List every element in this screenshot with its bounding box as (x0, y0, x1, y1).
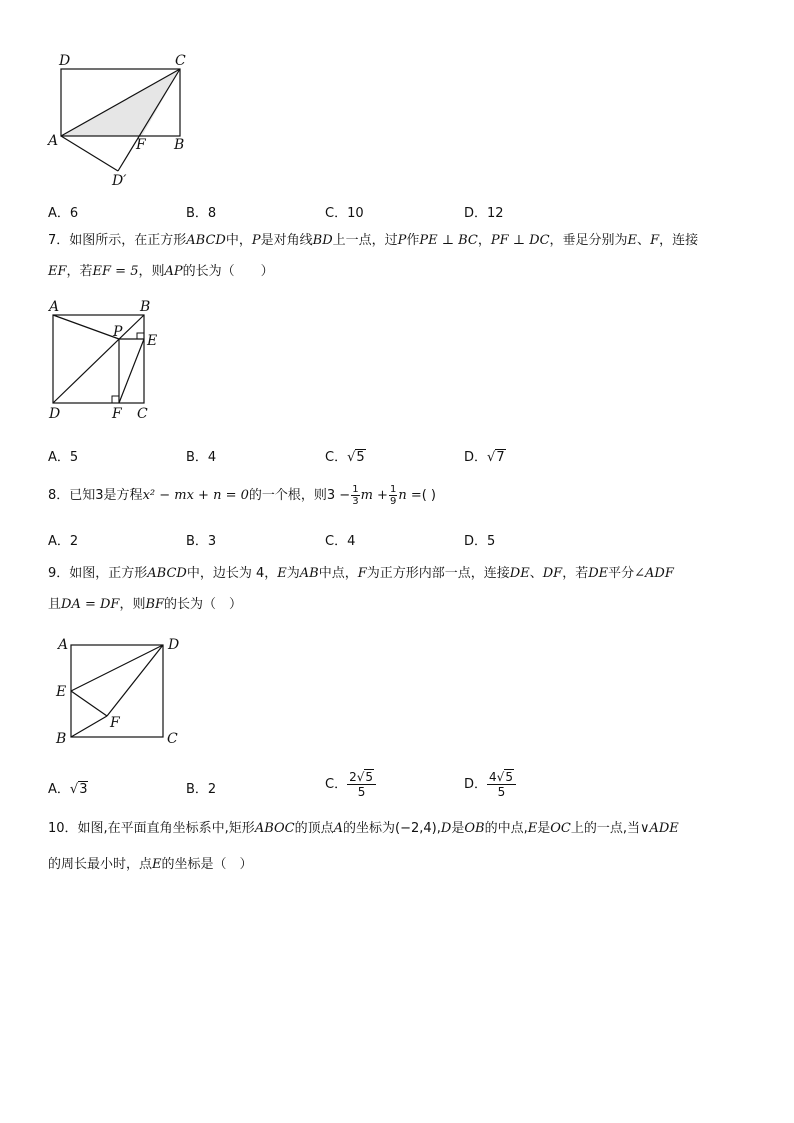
q7-option-a[interactable]: A．5 (48, 450, 79, 465)
label-f: F (110, 715, 120, 731)
diagonal-bd (53, 315, 144, 403)
segment-df (107, 645, 163, 716)
figure-q9 (48, 630, 188, 750)
q10-text-line1: 10．如图,在平面直角坐标系中,矩形ABOC的顶点A的坐标为(−2,4),D是OB的中点,E是OC上的一点,当∨ADE (48, 821, 679, 836)
label-f: F (112, 406, 122, 422)
label-b: B (56, 731, 67, 747)
q8-text: 8．已知3是方程x² − mx + n = 0的一个根，则3 − $\frac{1}{3}$ m + $\frac{1}{9}$ n =( ) (48, 484, 436, 507)
q7-text-line1: 7．如图所示，在正方形ABCD中，P是对角线BD上一点，过P作PE ⊥ BC，PF ⊥ DC，垂足分别为E、F，连接 (48, 233, 699, 248)
q7-text-line2: EF，若EF = 5，则AP的长为（ ） (48, 264, 274, 279)
segment-bf (71, 716, 107, 737)
label-c: C (175, 53, 186, 69)
label-e: E (147, 333, 158, 349)
q8-option-a[interactable]: A．2 (48, 534, 79, 549)
label-p: P (113, 324, 123, 340)
q9-option-b[interactable]: B．2 (186, 782, 217, 797)
q6-option-c[interactable]: C．10 (325, 206, 364, 221)
label-d: D (168, 637, 180, 653)
segment-ef (71, 691, 107, 716)
segment-ap (53, 315, 119, 339)
label-a: A (58, 637, 69, 653)
label-b: B (140, 299, 151, 315)
label-f: F (136, 137, 146, 153)
segment-ef (119, 339, 144, 403)
label-d-prime: D′ (112, 173, 127, 189)
q9-text-line1: 9．如图，正方形ABCD中，边长为 4，E为AB中点，F为正方形内部一点，连接DE、DF，若DE平分∠ADF (48, 566, 674, 581)
q8-option-c[interactable]: C．4 (325, 534, 356, 549)
q7-option-b[interactable]: B．4 (186, 450, 217, 465)
label-b: B (174, 137, 185, 153)
figure-q7 (40, 294, 170, 424)
label-e: E (56, 684, 67, 700)
right-angle-mark-f (112, 396, 119, 403)
q8-option-d[interactable]: D．5 (464, 534, 496, 549)
q9-text-line2: 且DA = DF，则BF的长为（ ） (48, 597, 243, 612)
q8-option-b[interactable]: B．3 (186, 534, 217, 549)
label-d: D (49, 406, 61, 422)
figure-q6 (40, 48, 200, 193)
label-a: A (49, 299, 60, 315)
label-a: A (48, 133, 59, 149)
segment-de (71, 645, 163, 691)
right-angle-mark-e (137, 333, 144, 339)
q7-option-c[interactable]: C．√5 (325, 450, 365, 465)
q9-option-a[interactable]: A．√3 (48, 782, 88, 797)
q10-text-line2: 的周长最小时，点E的坐标是（ ） (48, 857, 253, 872)
label-c: C (137, 406, 148, 422)
label-d: D (59, 53, 71, 69)
q7-option-d[interactable]: D．√7 (464, 450, 505, 465)
q9-option-d[interactable]: D． $\frac{4√5}{5}$ (464, 770, 516, 799)
label-c: C (167, 731, 178, 747)
q6-option-d[interactable]: D．12 (464, 206, 504, 221)
q6-option-b[interactable]: B．8 (186, 206, 217, 221)
q6-option-a[interactable]: A．6 (48, 206, 79, 221)
segment-ad-prime (61, 136, 118, 171)
q9-option-c[interactable]: C． $\frac{2√5}{5}$ (325, 770, 376, 799)
